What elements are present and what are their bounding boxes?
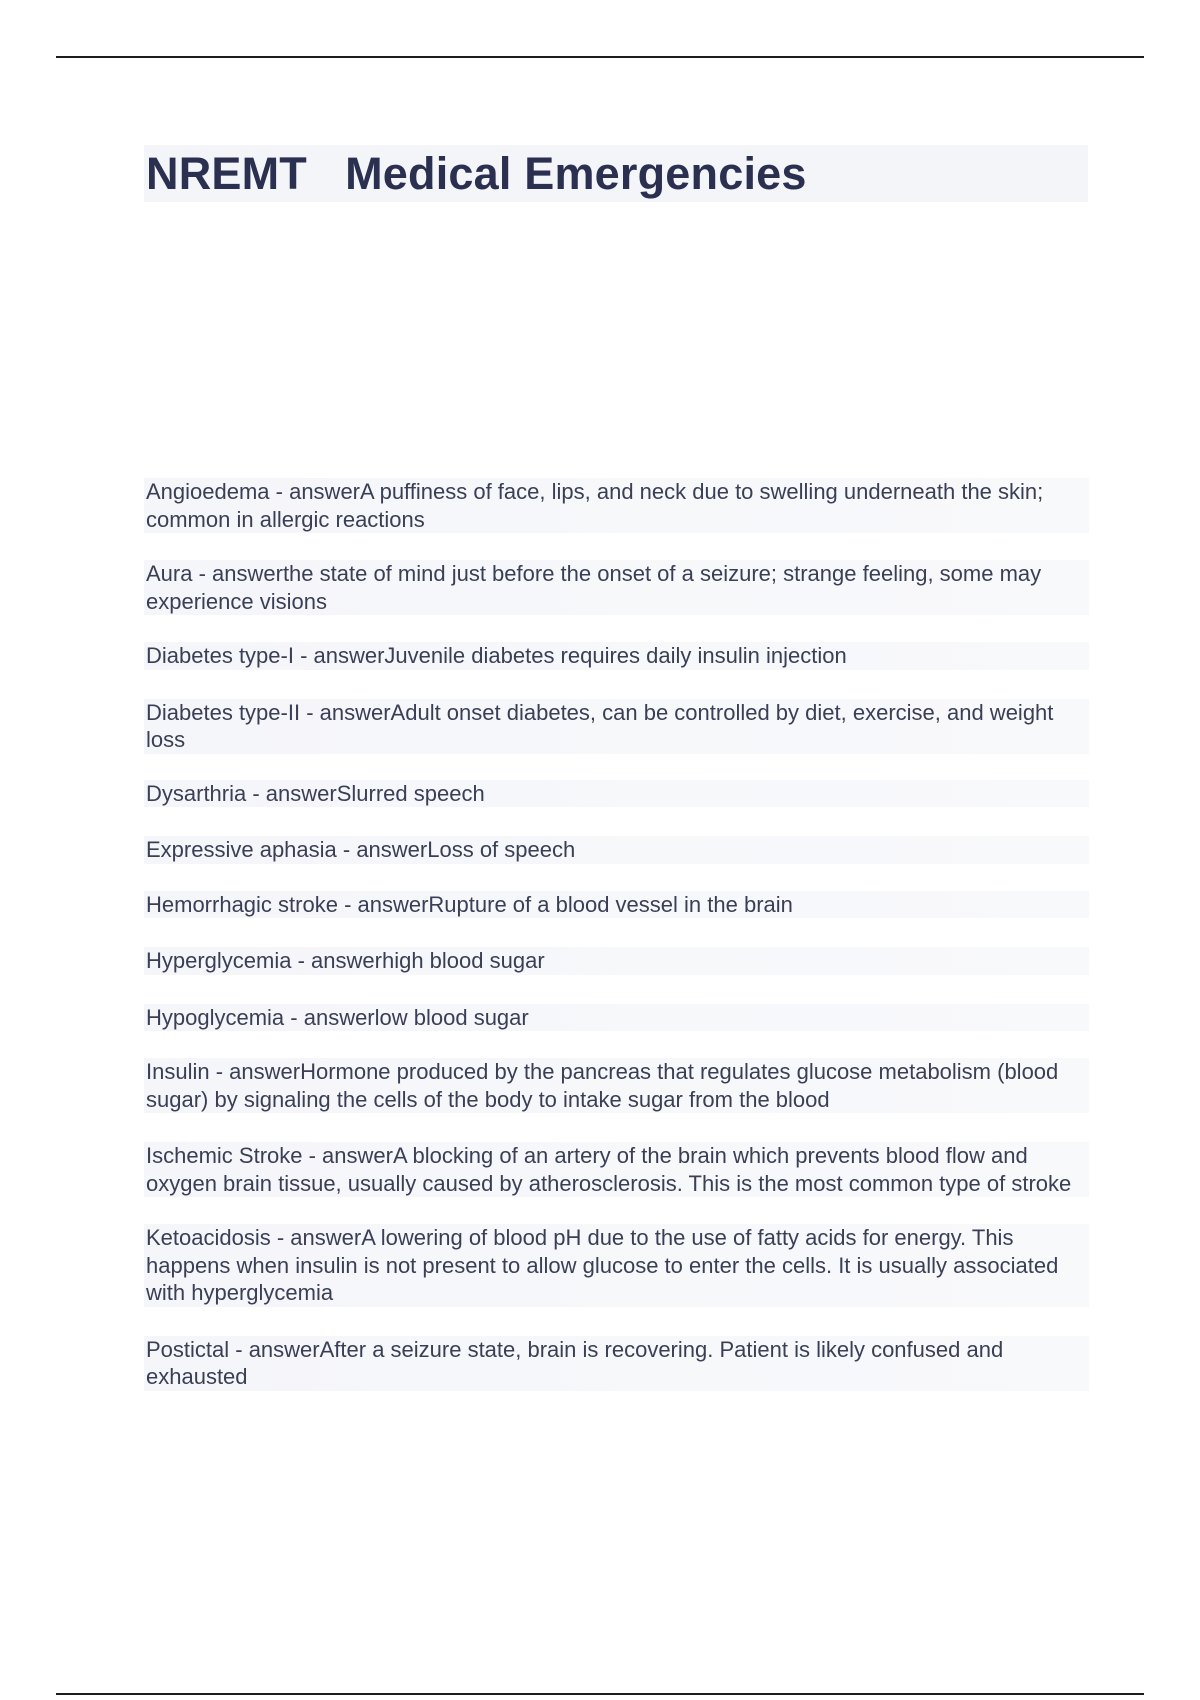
term-item: Expressive aphasia - answerLoss of speech (144, 836, 1089, 864)
header-rule (56, 56, 1144, 58)
term-item: Diabetes type-I - answerJuvenile diabetes requires daily insulin injection (144, 642, 1089, 670)
term-item: Angioedema - answerA puffiness of face, lips, and neck due to swelling underneath the skin; common in allergic reactions (144, 478, 1089, 533)
term-item: Hypoglycemia - answerlow blood sugar (144, 1004, 1089, 1032)
page-title: NREMT Medical Emergencies (146, 148, 807, 199)
term-item: Ketoacidosis - answerA lowering of blood pH due to the use of fatty acids for energy. This happens when insulin is not present to allow glucose to enter the cells. It is usually associated with hyperglycemia (144, 1224, 1089, 1307)
footer-rule (56, 1693, 1144, 1695)
term-list (144, 478, 1089, 1391)
term-item: Insulin - answerHormone produced by the pancreas that regulates glucose metabolism (blood sugar) by signaling the cells of the body to intake sugar from the blood (144, 1058, 1089, 1113)
term-item: Diabetes type-II - answerAdult onset diabetes, can be controlled by diet, exercise, and weight loss (144, 699, 1089, 754)
term-item: Hyperglycemia - answerhigh blood sugar (144, 947, 1089, 975)
term-item: Hemorrhagic stroke - answerRupture of a blood vessel in the brain (144, 891, 1089, 919)
term-item: Postictal - answerAfter a seizure state, brain is recovering. Patient is likely confused and exhausted (144, 1336, 1089, 1391)
term-item: Ischemic Stroke - answerA blocking of an artery of the brain which prevents blood flow and oxygen brain tissue, usually caused by atherosclerosis. This is the most common type of stroke (144, 1142, 1089, 1197)
term-item: Aura - answerthe state of mind just before the onset of a seizure; strange feeling, some may experience visions (144, 560, 1089, 615)
title-block (144, 145, 1088, 202)
term-item: Dysarthria - answerSlurred speech (144, 780, 1089, 808)
